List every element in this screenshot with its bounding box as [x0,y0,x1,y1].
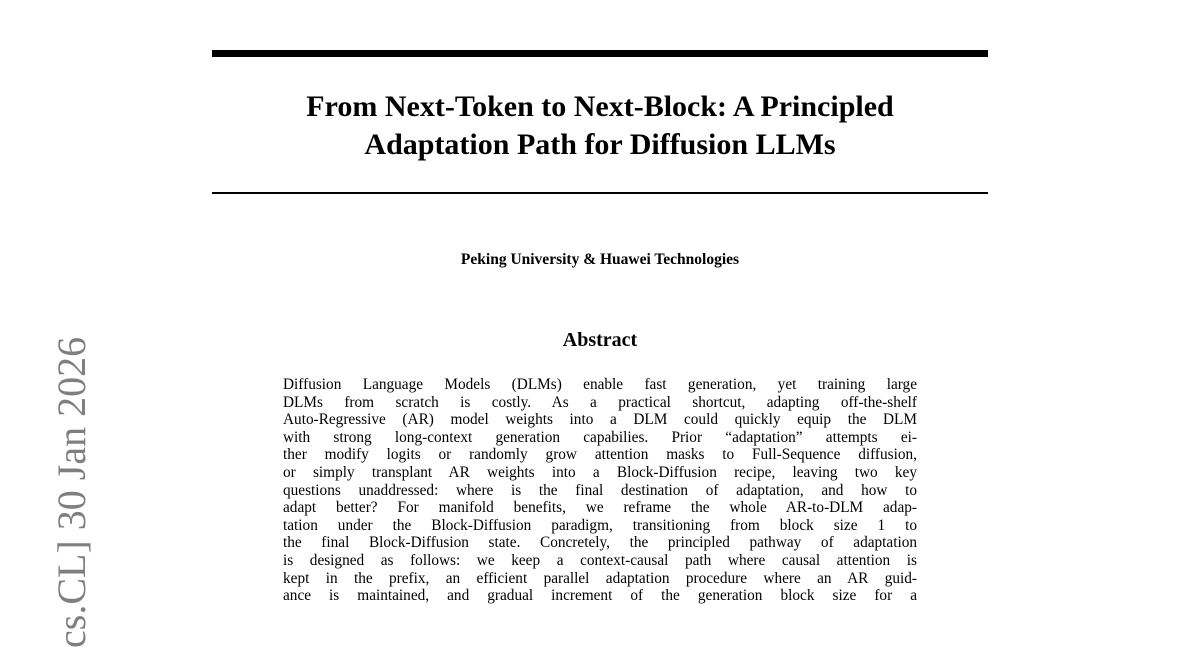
paper-title-line-1: From Next-Token to Next-Block: A Principled [306,90,894,123]
abstract-line: Diffusion Language Models (DLMs) enable fast generation, yet training large [283,376,917,393]
paper-title [212,88,988,164]
abstract-line: kept in the prefix, an efficient parallel adaptation procedure where an AR guid- [283,569,917,587]
paper-title-line-2: Adaptation Path for Diffusion LLMs [364,128,836,161]
title-bottom-rule [212,192,988,194]
abstract-line: ance is maintained, and gradual increment of the generation block size for a [283,587,917,605]
abstract-line: with strong long-context generation capabilies. Prior “adaptation” attempts ei- [283,428,917,446]
abstract-line: Auto-Regressive (AR) model weights into a DLM could quickly equip the DLM [283,411,917,429]
author-affiliation: Peking University & Huawei Technologies [460,251,740,268]
abstract-line: tation under the Block-Diffusion paradigm, transitioning from block size 1 to [283,516,917,534]
title-top-rule [212,50,988,57]
abstract-line: adapt better? For manifold benefits, we reframe the whole AR-to-DLM adap- [283,499,917,517]
abstract-heading: Abstract [562,329,638,351]
abstract-line: or simply transplant AR weights into a Block-Diffusion recipe, leaving two key [283,463,917,481]
abstract-line: is designed as follows: we keep a context-causal path where causal attention is [283,551,917,569]
arxiv-side-stamp: cs.CL] 30 Jan 2026 [49,336,94,648]
abstract-body [283,376,917,605]
abstract-line: questions unaddressed: where is the final destination of adaptation, and how to [283,481,917,499]
abstract-line: DLMs from scratch is costly. As a practical shortcut, adapting off-the-shelf [283,393,917,411]
abstract-line: ther modify logits or randomly grow attention masks to Full-Sequence diffusion, [283,446,917,464]
abstract-line: the final Block-Diffusion state. Concretely, the principled pathway of adaptation [283,534,917,552]
